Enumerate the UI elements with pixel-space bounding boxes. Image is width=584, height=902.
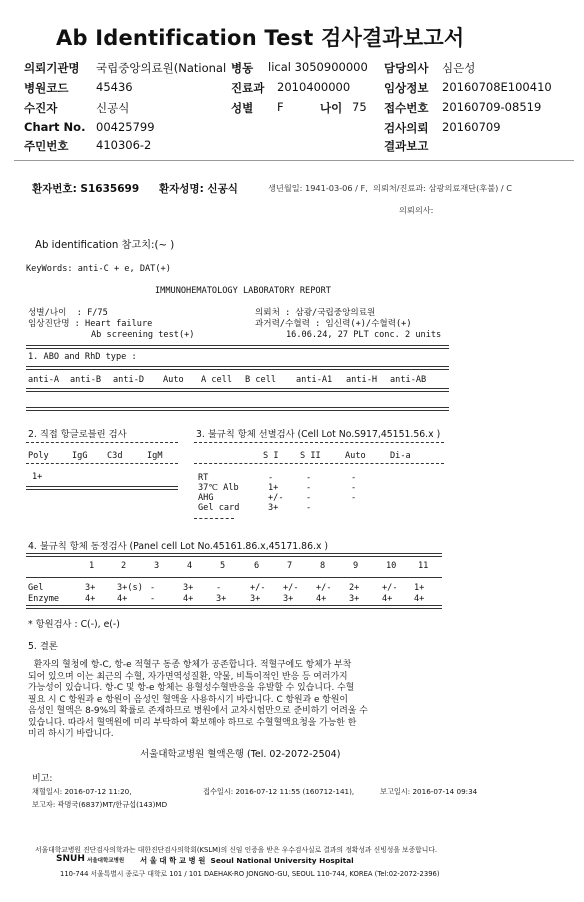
screening-column-header: S I <box>263 451 279 461</box>
panel-cell: 4+ <box>414 594 425 604</box>
hospital-address: 110-744 서울특별시 종로구 대학로 101 / 101 DAEHAK-RO JONGNO-GU, SEOUL 110-744, KOREA (Tel:02-2072-2396) <box>60 870 440 878</box>
screening-cell: - <box>306 473 312 483</box>
panel-cell: 4+ <box>382 594 393 604</box>
panel-column-header: 11 <box>418 561 429 571</box>
panel-cell: 2+ <box>349 583 360 593</box>
screening-cell: - <box>268 473 274 483</box>
snuh-logo-sub: 서울대학교병원 <box>87 858 125 864</box>
panel-cell: - <box>150 594 156 604</box>
panel-column-header: 5 <box>220 561 226 571</box>
screening-column-header: Auto <box>345 451 366 461</box>
screening-cell: - <box>306 503 312 513</box>
patient-name: 환자성명: 신공식 <box>159 183 238 195</box>
section-3-title: 3. 불규칙 항체 선별검사 (Cell Lot No.S917,45151.56.x ) <box>196 429 441 440</box>
request-value: 20160709 <box>442 120 501 134</box>
abo-column-header: B cell <box>245 375 277 385</box>
screening-column-header: S II <box>300 451 321 461</box>
chart-no-value: 00425799 <box>96 120 155 134</box>
screening-cell: 1+ <box>268 483 279 493</box>
request-label: 검사의뢰 <box>384 121 429 135</box>
age-value: 75 <box>352 100 367 114</box>
report-time: 보고일시: 2016-07-14 09:34 <box>380 787 478 796</box>
conclusion-line: 미리 하시기 바랍니다. <box>28 729 114 739</box>
patient-no: 환자번호: S1635699 <box>32 183 140 195</box>
panel-cell: 4+ <box>117 594 128 604</box>
divider <box>26 366 449 370</box>
conclusion-line: 있습니다. 따라서 혈액원에 미리 부탁하여 확보해야 하므로 수혈혈액요청을 가능한 한 <box>28 717 357 728</box>
panel-cell: 4+ <box>85 594 96 604</box>
abo-column-header: A cell <box>201 375 233 385</box>
panel-cell: +/- <box>250 583 266 593</box>
chart-no-label: Chart No. <box>24 120 86 134</box>
panel-cell: 3+ <box>216 594 227 604</box>
panel-cell: 3+ <box>183 583 194 593</box>
ward-value: lical 3050900000 <box>268 60 368 74</box>
conclusion-line: 되어 있으며 이는 최근의 수혈, 자가면역성질환, 약물, 비특이적인 반응 등 여러가지 <box>28 671 348 682</box>
divider <box>26 407 449 411</box>
snuh-logo: SNUH <box>56 854 85 864</box>
dat-column-header: C3d <box>107 451 123 461</box>
divider <box>26 345 449 349</box>
screening-row-label: AHG <box>198 493 214 503</box>
receipt-no-label: 접수번호 <box>384 101 429 115</box>
panel-cell: 3+ <box>250 594 261 604</box>
panel-column-header: 3 <box>154 561 160 571</box>
screening-row-label: RT <box>198 473 209 483</box>
result-report-label: 결과보고 <box>384 139 429 153</box>
reference-title: Ab identification 참고치:(~ ) <box>35 240 175 251</box>
panel-column-header: 1 <box>89 561 95 571</box>
receiver-value: 신공식 <box>96 101 130 115</box>
section-5-title: 5. 결론 <box>28 641 58 652</box>
conclusion-line: 환자의 혈청에 항-C, 항-e 적혈구 동종 항체가 공존합니다. 적혈구에도 항체가 부착 <box>28 660 352 670</box>
hospital-name: 서 울 대 학 교 병 원 Seoul National University Hospital <box>140 856 354 865</box>
ward-label: 병동 <box>231 61 254 75</box>
physician-label: 담당의사 <box>384 61 429 75</box>
receipt-no-value: 20160709-08519 <box>442 100 542 114</box>
antigen-test: * 항원검사 : C(-), e(-) <box>28 619 120 630</box>
screening-cell: 3+ <box>268 503 279 513</box>
clinical-info-label: 임상정보 <box>384 81 429 95</box>
panel-cell: 3+ <box>85 583 96 593</box>
section-4-title: 4. 불규칙 항체 동정검사 (Panel cell Lot No.45161.86.x,45171.86.x ) <box>28 541 329 552</box>
receipt-time: 접수일시: 2016-07-12 11:55 (160712-141), <box>203 787 355 796</box>
dept-label: 진료과 <box>231 81 265 95</box>
blood-bank-line: 서울대학교병원 혈액은행 (Tel. 02-2072-2504) <box>140 749 341 760</box>
section-1-title: 1. ABO and RhD type : <box>28 352 137 362</box>
resident-no-label: 주민번호 <box>24 139 69 153</box>
screening-row-label: 37℃ Alb <box>198 483 239 493</box>
screening-cell: - <box>351 473 357 483</box>
divider <box>26 577 442 578</box>
panel-column-header: 9 <box>353 561 359 571</box>
ordering-org-value: 국립중앙의료원(National <box>96 61 227 75</box>
dat-column-header: IgM <box>147 451 163 461</box>
abo-column-header: anti-B <box>70 375 102 385</box>
panel-cell: 3+ <box>349 594 360 604</box>
footer-note: 서울대학교병원 진단검사의학과는 대한진단검사의학회(KSLM)의 신임 인증을 받은 우수검사실로 결과의 정확성과 신빙성을 보증합니다. <box>35 846 438 854</box>
hospital-code-value: 45436 <box>96 80 133 94</box>
abo-column-header: anti-AB <box>390 375 427 385</box>
abo-column-header: anti-A1 <box>296 375 333 385</box>
abo-column-header: Auto <box>163 375 184 385</box>
screening-cell: - <box>306 493 312 503</box>
screening-cell: +/- <box>268 493 284 503</box>
panel-column-header: 6 <box>254 561 260 571</box>
screening-column-header: Di-a <box>390 451 411 461</box>
panel-column-header: 4 <box>187 561 193 571</box>
panel-cell: - <box>150 583 156 593</box>
sex-age-line: 성별/나이 : F/75 <box>28 308 108 318</box>
reporters: 보고자: 곽명국(6837)MT/한규섭(143)MD <box>32 800 168 809</box>
screening-cell: - <box>351 483 357 493</box>
dat-column-header: Poly <box>28 451 49 461</box>
page-title: Ab Identification Test 검사결과보고서 <box>56 26 465 50</box>
clinical-info-value: 20160708E100410 <box>442 80 552 94</box>
divider <box>26 486 178 490</box>
lab-report-title: IMMUNOHEMATOLOGY LABORATORY REPORT <box>155 286 331 296</box>
panel-cell: 3+ <box>283 594 294 604</box>
dept-value: 2010400000 <box>277 80 351 94</box>
conclusion-line: 필요 시 C 항원과 e 항원이 음성인 혈액을 사용하시기 바랍니다. C 항원과 e 항원이 <box>28 694 349 705</box>
sex-value: F <box>277 100 284 114</box>
panel-cell: +/- <box>316 583 332 593</box>
note-label: 비고: <box>32 774 53 784</box>
physician-value: 심은성 <box>442 61 476 75</box>
abo-column-header: anti-A <box>28 375 60 385</box>
history-line: 과거력/수혈력 : 임신력(+)/수혈력(+) <box>255 319 412 329</box>
collect-time: 채혈일시: 2016-07-12 11:20, <box>32 787 132 796</box>
screening-cell: - <box>306 483 312 493</box>
sex-label: 성별 <box>231 101 254 115</box>
history-detail: 16.06.24, 27 PLT conc. 2 units <box>286 330 442 340</box>
panel-cell: 4+ <box>183 594 194 604</box>
panel-cell: +/- <box>382 583 398 593</box>
abo-column-header: anti-H <box>346 375 378 385</box>
conclusion-line: 음성인 혈액은 8-9%의 확률로 존재하므로 병원에서 교차시험만으로 준비하기 어려울 수 <box>28 706 368 716</box>
divider <box>26 463 178 464</box>
keywords: KeyWords: anti-C + e, DAT(+) <box>26 264 171 274</box>
divider <box>26 442 178 443</box>
divider <box>194 442 444 443</box>
screening-line: Ab screening test(+) <box>91 330 195 340</box>
panel-cell: +/- <box>283 583 299 593</box>
divider <box>194 518 234 519</box>
ordering-org-label: 의뢰기관명 <box>24 61 80 75</box>
conclusion-line: 가능성이 있습니다. 항-C 및 항-e 항체는 용혈성수혈반응을 유발할 수 있습니다. 수혈 <box>28 683 355 693</box>
panel-column-header: 2 <box>121 561 127 571</box>
panel-row-label: Gel <box>28 583 44 593</box>
dat-poly-value: 1+ <box>32 472 43 482</box>
abo-column-header: anti-D <box>113 375 145 385</box>
divider <box>194 463 444 464</box>
panel-cell: - <box>216 583 222 593</box>
age-label: 나이 <box>320 101 343 115</box>
divider <box>26 388 449 392</box>
panel-column-header: 8 <box>320 561 326 571</box>
screening-row-label: Gel card <box>198 503 240 513</box>
panel-cell: 3+(s) <box>117 583 143 593</box>
resident-no-value: 410306-2 <box>96 138 152 152</box>
hospital-code-label: 병원코드 <box>24 81 69 95</box>
referrer-line: 의뢰처 : 삼광/국립중앙의료원 <box>255 308 376 318</box>
divider <box>26 553 442 557</box>
screening-cell: - <box>351 493 357 503</box>
panel-cell: 1+ <box>414 583 425 593</box>
panel-column-header: 10 <box>386 561 397 571</box>
divider <box>26 605 442 609</box>
panel-row-label: Enzyme <box>28 594 60 604</box>
receiver-label: 수진자 <box>24 101 58 115</box>
panel-column-header: 7 <box>287 561 293 571</box>
section-2-title: 2. 직접 항글로블린 검사 <box>28 429 127 440</box>
physician-line: 의뢰의사: <box>399 205 434 215</box>
patient-meta: 생년월일: 1941-03-06 / F, 의뢰처/진료과: 삼광의료재단(후불) / C <box>268 183 512 193</box>
panel-cell: 4+ <box>316 594 327 604</box>
diagnosis-line: 임상진단명 : Heart failure <box>28 319 153 329</box>
dat-column-header: IgG <box>72 451 88 461</box>
